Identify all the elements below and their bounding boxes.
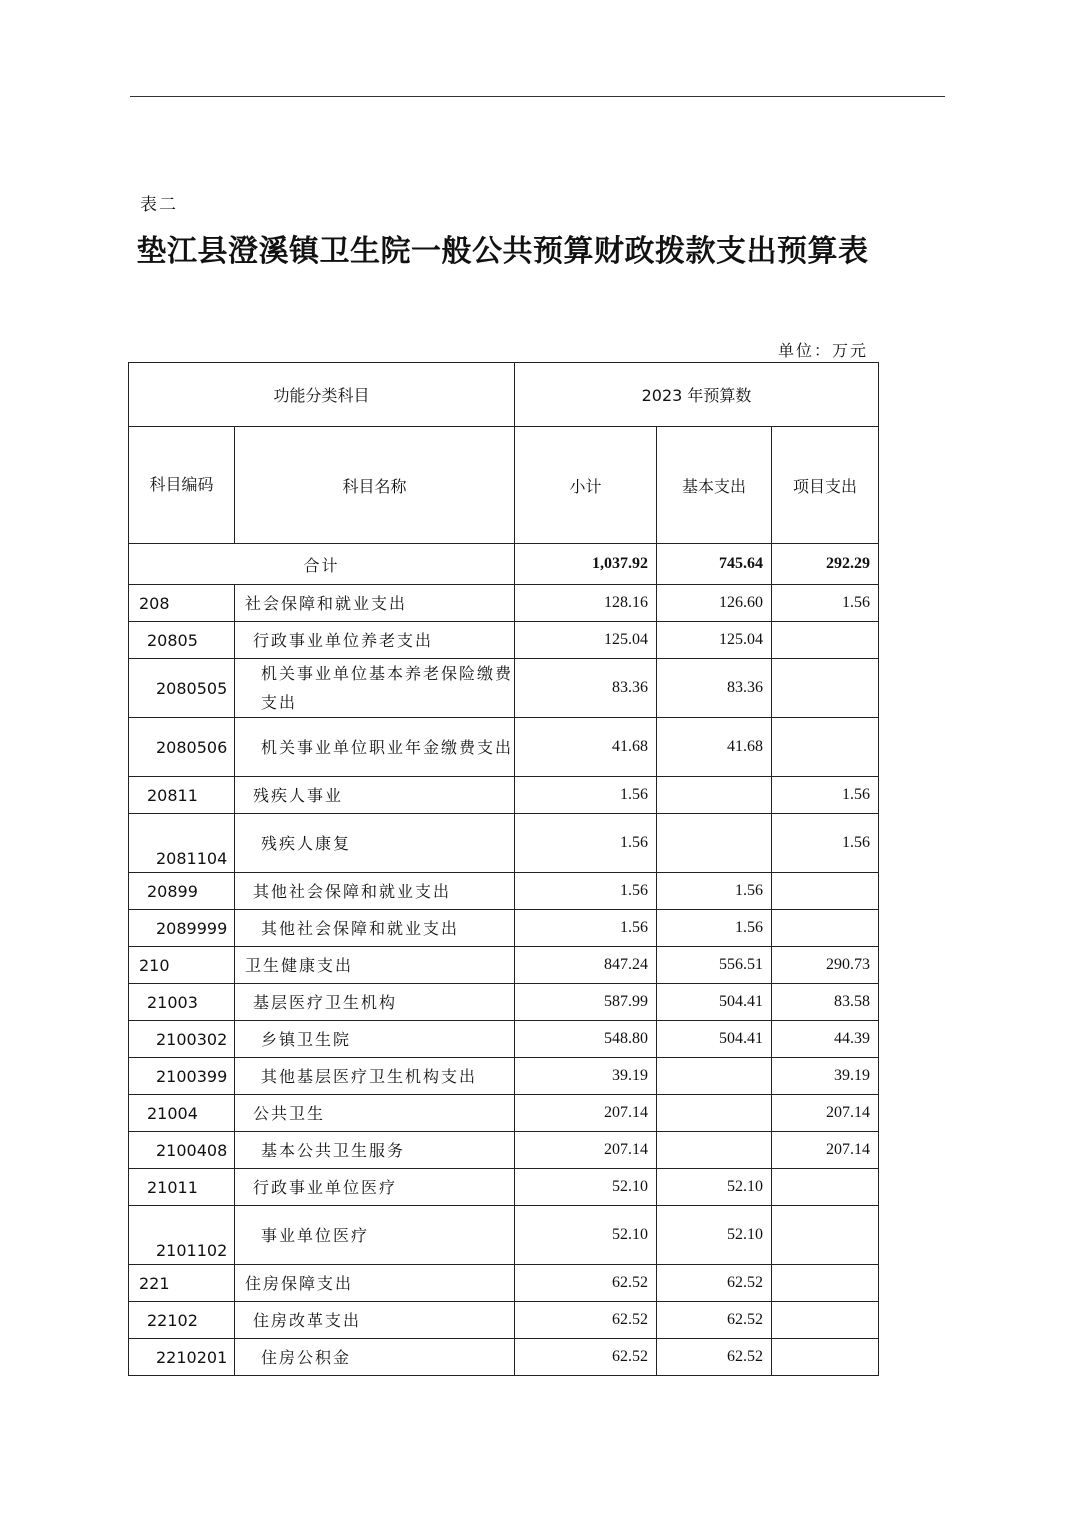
row-basic: 504.41	[657, 984, 772, 1021]
row-basic: 126.60	[657, 585, 772, 622]
row-subtotal: 52.10	[515, 1169, 657, 1206]
row-code: 20805	[129, 622, 235, 659]
row-name: 基层医疗卫生机构	[235, 984, 515, 1021]
row-project	[772, 1206, 879, 1265]
row-basic	[657, 1058, 772, 1095]
row-code: 2100408	[129, 1132, 235, 1169]
row-project	[772, 1265, 879, 1302]
table-row	[129, 1132, 879, 1169]
header-function-category: 功能分类科目	[129, 363, 515, 427]
row-project: 207.14	[772, 1095, 879, 1132]
row-basic: 1.56	[657, 873, 772, 910]
header-name: 科目名称	[235, 427, 515, 544]
row-basic: 62.52	[657, 1265, 772, 1302]
table-row	[129, 1206, 879, 1265]
row-name: 其他社会保障和就业支出	[235, 910, 515, 947]
row-code: 20899	[129, 873, 235, 910]
row-name: 卫生健康支出	[235, 947, 515, 984]
row-code: 2081104	[129, 814, 235, 873]
table-row	[129, 873, 879, 910]
row-project	[772, 622, 879, 659]
row-project: 83.58	[772, 984, 879, 1021]
row-basic: 41.68	[657, 718, 772, 777]
row-project	[772, 1169, 879, 1206]
row-code: 2080505	[129, 659, 235, 718]
row-subtotal: 41.68	[515, 718, 657, 777]
row-subtotal: 62.52	[515, 1302, 657, 1339]
row-name: 住房改革支出	[235, 1302, 515, 1339]
row-code: 2100399	[129, 1058, 235, 1095]
table-row	[129, 622, 879, 659]
table-row	[129, 1095, 879, 1132]
page-title: 垫江县澄溪镇卫生院一般公共预算财政拨款支出预算表	[136, 234, 869, 269]
row-project: 1.56	[772, 814, 879, 873]
table-row	[129, 718, 879, 777]
row-code: 2100302	[129, 1021, 235, 1058]
row-code: 21011	[129, 1169, 235, 1206]
row-name: 住房公积金	[235, 1339, 515, 1376]
row-subtotal: 62.52	[515, 1339, 657, 1376]
row-subtotal: 62.52	[515, 1265, 657, 1302]
table-row	[129, 1021, 879, 1058]
row-project: 1.56	[772, 777, 879, 814]
row-subtotal: 847.24	[515, 947, 657, 984]
table-row	[129, 1169, 879, 1206]
row-subtotal: 207.14	[515, 1132, 657, 1169]
total-project: 292.29	[772, 544, 879, 585]
row-name: 机关事业单位职业年金缴费支出	[235, 718, 515, 777]
row-name: 其他社会保障和就业支出	[235, 873, 515, 910]
row-name: 行政事业单位医疗	[235, 1169, 515, 1206]
row-project	[772, 873, 879, 910]
row-basic: 62.52	[657, 1339, 772, 1376]
table-row	[129, 814, 879, 873]
row-name: 事业单位医疗	[235, 1206, 515, 1265]
header-subtotal: 小计	[515, 427, 657, 544]
row-subtotal: 83.36	[515, 659, 657, 718]
row-subtotal: 207.14	[515, 1095, 657, 1132]
row-name: 行政事业单位养老支出	[235, 622, 515, 659]
row-code: 20811	[129, 777, 235, 814]
header-project: 项目支出	[772, 427, 879, 544]
row-name: 社会保障和就业支出	[235, 585, 515, 622]
table-label: 表二	[140, 195, 178, 215]
row-name: 公共卫生	[235, 1095, 515, 1132]
row-subtotal: 52.10	[515, 1206, 657, 1265]
row-basic: 556.51	[657, 947, 772, 984]
row-project: 290.73	[772, 947, 879, 984]
row-name: 机关事业单位基本养老保险缴费支出	[235, 659, 515, 718]
unit-label: 单位：万元	[777, 341, 868, 360]
total-label: 合计	[129, 544, 515, 585]
row-basic: 504.41	[657, 1021, 772, 1058]
row-subtotal: 125.04	[515, 622, 657, 659]
row-code: 22102	[129, 1302, 235, 1339]
row-basic	[657, 777, 772, 814]
row-subtotal: 39.19	[515, 1058, 657, 1095]
row-code: 2080506	[129, 718, 235, 777]
row-project: 44.39	[772, 1021, 879, 1058]
row-name: 残疾人康复	[235, 814, 515, 873]
row-subtotal: 548.80	[515, 1021, 657, 1058]
row-subtotal: 1.56	[515, 777, 657, 814]
total-row	[129, 544, 879, 585]
row-code: 2089999	[129, 910, 235, 947]
row-subtotal: 1.56	[515, 910, 657, 947]
header-code-text: 科目编码	[149, 475, 214, 494]
table-row	[129, 1339, 879, 1376]
total-basic: 745.64	[657, 544, 772, 585]
header-code	[129, 427, 235, 544]
table-row	[129, 1302, 879, 1339]
row-code: 221	[129, 1265, 235, 1302]
row-subtotal: 587.99	[515, 984, 657, 1021]
row-project	[772, 1302, 879, 1339]
row-code: 2101102	[129, 1206, 235, 1265]
row-project	[772, 718, 879, 777]
table-row	[129, 777, 879, 814]
row-project: 1.56	[772, 585, 879, 622]
table-row	[129, 659, 879, 718]
table-row	[129, 910, 879, 947]
row-subtotal: 128.16	[515, 585, 657, 622]
row-name: 基本公共卫生服务	[235, 1132, 515, 1169]
table-row	[129, 1058, 879, 1095]
row-subtotal: 1.56	[515, 814, 657, 873]
table-row	[129, 585, 879, 622]
row-name: 乡镇卫生院	[235, 1021, 515, 1058]
header-rule	[130, 96, 945, 97]
table-row	[129, 984, 879, 1021]
row-project: 207.14	[772, 1132, 879, 1169]
row-basic: 125.04	[657, 622, 772, 659]
table-row	[129, 947, 879, 984]
row-code: 208	[129, 585, 235, 622]
header-row-1	[129, 363, 879, 427]
header-basic: 基本支出	[657, 427, 772, 544]
row-code: 2210201	[129, 1339, 235, 1376]
row-basic: 1.56	[657, 910, 772, 947]
total-subtotal: 1,037.92	[515, 544, 657, 585]
row-project	[772, 910, 879, 947]
row-basic: 83.36	[657, 659, 772, 718]
row-code: 210	[129, 947, 235, 984]
header-row-2	[129, 427, 879, 544]
row-name: 残疾人事业	[235, 777, 515, 814]
row-code: 21004	[129, 1095, 235, 1132]
row-code: 21003	[129, 984, 235, 1021]
row-project	[772, 1339, 879, 1376]
row-basic	[657, 1132, 772, 1169]
row-project	[772, 659, 879, 718]
row-basic: 52.10	[657, 1169, 772, 1206]
row-basic: 62.52	[657, 1302, 772, 1339]
row-basic: 52.10	[657, 1206, 772, 1265]
row-subtotal: 1.56	[515, 873, 657, 910]
row-basic	[657, 814, 772, 873]
row-basic	[657, 1095, 772, 1132]
table-row	[129, 1265, 879, 1302]
row-name: 住房保障支出	[235, 1265, 515, 1302]
header-budget-year: 2023 年预算数	[515, 363, 879, 427]
row-project: 39.19	[772, 1058, 879, 1095]
row-name: 其他基层医疗卫生机构支出	[235, 1058, 515, 1095]
budget-table	[128, 362, 879, 1376]
